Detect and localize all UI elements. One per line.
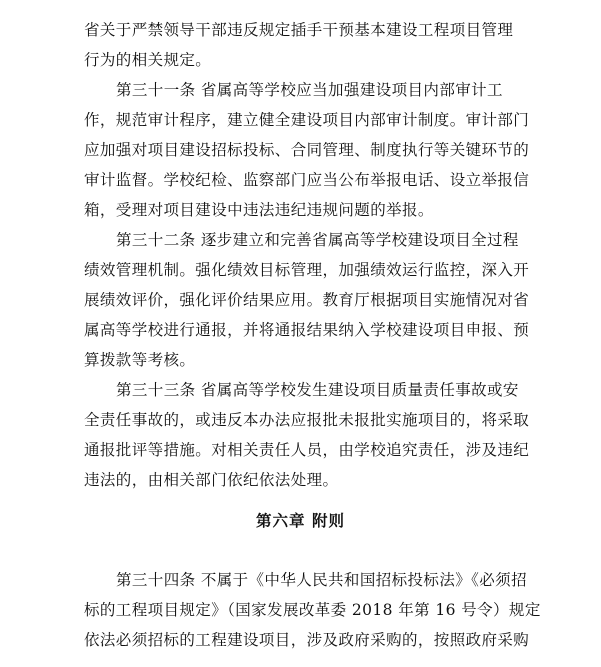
text-line: 全责任事故的，或违反本办法应报批未报批实施项目的，将采取 [84,411,530,429]
text-line: 依法必须招标的工程建设项目，涉及政府采购的，按照政府采购 [84,631,530,649]
text-line: 违法的，由相关部门依纪依法处理。 [84,471,339,489]
text-line: 箱，受理对项目建设中违法违纪违规问题的举报。 [84,201,434,219]
text-line: 展绩效评价，强化评价结果应用。教育厅根据项目实施情况对省 [84,291,530,309]
text-line: 审计监督。学校纪检、监察部门应当公布举报电话、设立举报信 [84,171,530,189]
article-34-line: 第三十四条 不属于《中华人民共和国招标投标法》《必须招 [116,571,527,589]
chapter-heading: 第六章 附则 [256,512,345,530]
text-line: 省关于严禁领导干部违反规定插手干预基本建设工程项目管理 [84,21,514,39]
text-line: 绩效管理机制。强化绩效目标管理，加强绩效运行监控，深入开 [84,261,530,279]
text-line: 作，规范审计程序，建立健全建设项目内部审计制度。审计部门 [84,111,530,129]
text-line: 应加强对项目建设招标投标、合同管理、制度执行等关键环节的 [84,141,530,159]
article-31-line: 第三十一条 省属高等学校应当加强建设项目内部审计工 [116,81,503,99]
text-line: 通报批评等措施。对相关责任人员，由学校追究责任，涉及违纪 [84,441,530,459]
article-33-line: 第三十三条 省属高等学校发生建设项目质量责任事故或安 [116,381,519,399]
text-line: 属高等学校进行通报，并将通报结果纳入学校建设项目申报、预 [84,321,530,339]
text-line: 标的工程项目规定》（国家发展改革委 2018 年第 16 号令）规定 [84,601,541,619]
article-32-line: 第三十二条 逐步建立和完善省属高等学校建设项目全过程 [116,231,519,249]
text-line: 算拨款等考核。 [84,351,196,369]
text-line: 行为的相关规定。 [84,51,212,69]
